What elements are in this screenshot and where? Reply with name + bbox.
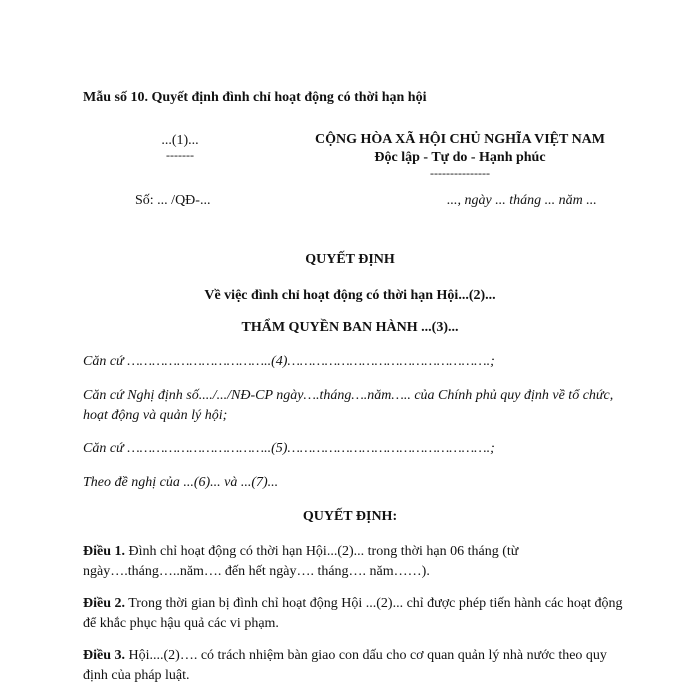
article-1-text: Đình chỉ hoạt động có thời hạn Hội...(2)... trong thời hạn 06 tháng (từ ngày….tháng…..năm…. đến hết ngày…. tháng…. năm……). — [83, 544, 519, 579]
article-3-label: Điều 3. — [83, 648, 125, 663]
issuing-authority: THẨM QUYỀN BAN HÀNH ...(3)... — [241, 320, 459, 335]
national-motto: Độc lập - Tự do - Hạnh phúc — [374, 150, 546, 165]
article-2-label: Điều 2. — [83, 596, 125, 611]
ground-4: Theo đề nghị của ...(6)... và ...(7)... — [83, 475, 279, 490]
document-date-line: ..., ngày ... tháng ... năm ... — [447, 193, 597, 208]
article-2-text: Trong thời gian bị đình chỉ hoạt động Hội ...(2)... chỉ được phép tiến hành các hoạt động để khắc phục hậu quả các vi phạm. — [83, 596, 623, 631]
form-title: Mẫu số 10. Quyết định đình chỉ hoạt động có thời hạn hội — [83, 90, 427, 105]
document-number: Số: ... /QĐ-... — [135, 193, 211, 208]
article-1 — [83, 542, 623, 582]
article-2 — [83, 594, 623, 634]
ground-2: Căn cứ Nghị định số..../.../NĐ-CP ngày….tháng….năm….. của Chính phủ quy định về tổ chức, hoạt động và quản lý hội; — [83, 388, 614, 423]
article-1-label: Điều 1. — [83, 544, 125, 559]
article-3 — [83, 646, 623, 686]
ground-3: Căn cứ ……………………………..(5)………………………………………….; — [83, 441, 495, 456]
ground-1: Căn cứ ……………………………..(4)………………………………………….; — [83, 354, 495, 369]
org-placeholder: ...(1)... — [161, 133, 199, 148]
org-underline: ------- — [166, 148, 194, 162]
country-name: CỘNG HÒA XÃ HỘI CHỦ NGHĨA VIỆT NAM — [314, 132, 605, 147]
motto-underline: --------------- — [430, 166, 490, 180]
document-subject: Về việc đình chỉ hoạt động có thời hạn Hội...(2)... — [204, 288, 496, 303]
article-3-text: Hội....(2)…. có trách nhiệm bàn giao con dấu cho cơ quan quản lý nhà nước theo quy định của pháp luật. — [83, 648, 607, 683]
document-title: QUYẾT ĐỊNH — [305, 252, 395, 267]
decision-heading: QUYẾT ĐỊNH: — [302, 509, 398, 524]
